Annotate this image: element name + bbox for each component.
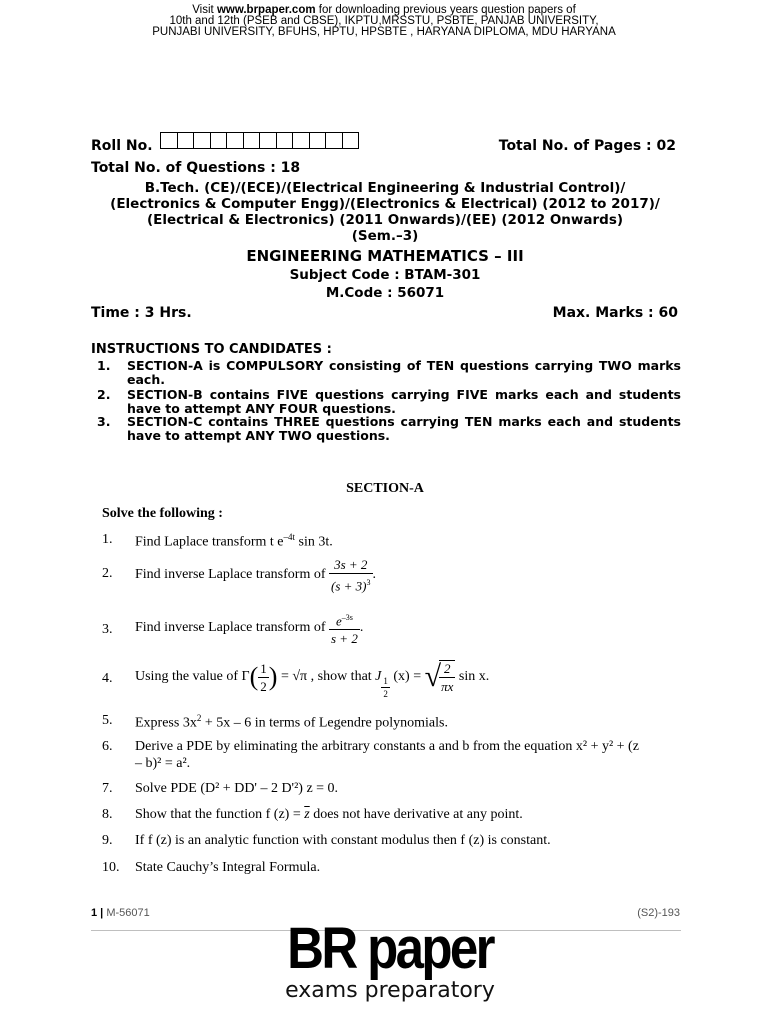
m-code: M.Code : 56071 bbox=[325, 285, 445, 301]
roll-number-box[interactable] bbox=[259, 132, 277, 149]
roll-number-box[interactable] bbox=[177, 132, 195, 149]
roll-number-box[interactable] bbox=[193, 132, 211, 149]
instruction-item: 3. SECTION-C contains THREE questions carrying TEN marks each and students have to attempt ANY TWO questions. bbox=[97, 414, 681, 443]
section-a-title: SECTION-A bbox=[346, 481, 424, 496]
subject-code: Subject Code : BTAM-301 bbox=[289, 267, 481, 283]
roll-number-box[interactable] bbox=[243, 132, 261, 149]
roll-number-box[interactable] bbox=[309, 132, 327, 149]
roll-number-box[interactable] bbox=[342, 132, 360, 149]
section-a-subtitle: Solve the following : bbox=[102, 506, 223, 521]
fraction: $\frac{1}{2}$ bbox=[260, 660, 267, 694]
fraction: $\frac{e^{-3s}}{s + 2}$ bbox=[329, 610, 360, 646]
banner-line-1: Visit www.brpaper.com for downloading previous years question papers of bbox=[192, 4, 576, 16]
total-pages: Total No. of Pages : 02 bbox=[498, 138, 676, 154]
banner-line-3: PUNJABI UNIVERSITY, BFUHS, HPTU, HPSBTE , HARYANA DIPLOMA, MDU HARYANA bbox=[152, 26, 616, 38]
brand-tagline: exams preparatory bbox=[285, 978, 495, 1003]
max-marks: Max. Marks : 60 bbox=[552, 305, 678, 321]
fraction: $\frac{3s + 2}{(s + 3)^3}$ bbox=[331, 557, 371, 594]
roll-number-box[interactable] bbox=[292, 132, 310, 149]
footer-ref-code: (S2)-193 bbox=[637, 907, 680, 919]
roll-number-box[interactable] bbox=[160, 132, 178, 149]
course-details: B.Tech. (CE)/(ECE)/(Electrical Engineering & Industrial Control)/ (Electronics & Computer Engg)/(Electronics & Electrical) (2012 to 2017)/ (Electrical & Electronics) (2011 Onwards)/(EE) (2012 Onwards) (Sem.–3) bbox=[110, 180, 660, 244]
roll-number-label: Roll No. bbox=[91, 138, 153, 154]
banner-line-2: 10th and 12th (PSEB and CBSE), IKPTU,MRSSTU, PSBTE, PANJAB UNIVERSITY, bbox=[169, 15, 599, 27]
subject-title: ENGINEERING MATHEMATICS – III bbox=[246, 247, 524, 265]
total-questions: Total No. of Questions : 18 bbox=[91, 160, 301, 176]
time-allowed: Time : 3 Hrs. bbox=[91, 305, 192, 321]
roll-number-boxes bbox=[160, 132, 358, 149]
sqrt-sign: √ bbox=[424, 660, 442, 693]
roll-number-box[interactable] bbox=[210, 132, 228, 149]
subscript-fraction: $\frac{1}{2}$ bbox=[383, 675, 388, 699]
instruction-item: 2. SECTION-B contains FIVE questions carrying FIVE marks each and students have to attempt ANY FOUR questions. bbox=[97, 387, 681, 416]
roll-number-box[interactable] bbox=[325, 132, 343, 149]
roll-number-box[interactable] bbox=[226, 132, 244, 149]
footer-page-info: 1 | M-56071 bbox=[91, 907, 150, 919]
roll-number-box[interactable] bbox=[276, 132, 294, 149]
fraction: $\frac{2}{\pi x}$ bbox=[441, 661, 454, 694]
instructions-title: INSTRUCTIONS TO CANDIDATES : bbox=[91, 342, 332, 357]
banner-site-link[interactable]: www.brpaper.com bbox=[216, 4, 316, 16]
instruction-item: 1. SECTION-A is COMPULSORY consisting of TEN questions carrying TWO marks each. bbox=[97, 358, 681, 387]
brand-logo: BR paper bbox=[287, 916, 493, 981]
